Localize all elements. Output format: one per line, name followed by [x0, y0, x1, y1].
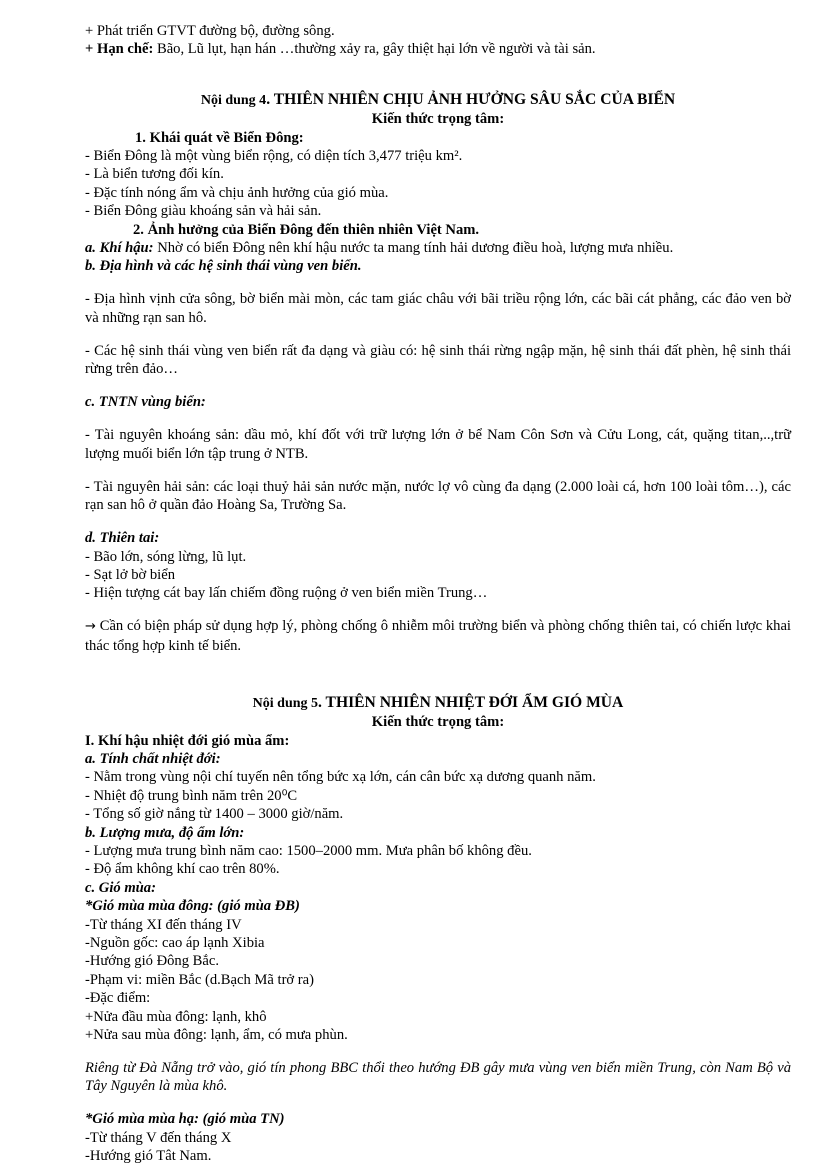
list-item: - Đặc tính nóng ẩm và chịu ảnh hưởng của gió mùa. [85, 184, 389, 201]
label-dia-hinh: b. Địa hình và các hệ sinh thái vùng ven biển. [85, 258, 362, 275]
list-item: +Nửa đầu mùa đông: lạnh, khô [85, 1008, 267, 1025]
section4-h1: 1. Khái quát về Biển Đông: [135, 129, 304, 146]
section5-subtitle: Kiến thức trọng tâm: [371, 714, 505, 731]
section4-prefix: Nội dung 4 [200, 92, 267, 108]
label-tinh-chat: a. Tính chất nhiệt đới: [85, 750, 221, 767]
label-gio-mua-ha: *Gió mùa mùa hạ: (gió mùa TN) [85, 1111, 285, 1128]
section5-h1: I. Khí hậu nhiệt đới gió mùa ẩm: [85, 732, 290, 749]
list-item: - Nằm trong vùng nội chí tuyến nên tổng bức xạ lớn, cán cân bức xạ dương quanh năm. [85, 769, 596, 786]
paragraph: - Các hệ sinh thái vùng ven biển rất đa dạng và giàu có: hệ sinh thái rừng ngập mặn, hệ sinh thái đất phèn, hệ sinh thái rừng trên đảo… [85, 342, 791, 378]
list-item: - Sạt lở bờ biển [85, 566, 176, 583]
document-page [85, 22, 791, 1166]
list-item: -Phạm vi: miền Bắc (d.Bạch Mã trở ra) [85, 971, 314, 988]
list-item: -Hướng gió Tât Nam. [85, 1148, 212, 1165]
label-han-che: + Hạn chế: [85, 41, 154, 58]
winter-note: Riêng từ Đà Nẵng trở vào, gió tín phong BBC thổi theo hướng ĐB gây mưa vùng ven biển miền Trung, còn Nam Bộ và Tây Nguyên là mùa khô. [85, 1060, 791, 1095]
list-item: +Nửa sau mùa đông: lạnh, ẩm, có mưa phùn. [85, 1027, 348, 1044]
list-item: - Biển Đông giàu khoáng sản và hải sản. [85, 203, 322, 220]
conclusion-text: Cần có biện pháp sử dụng hợp lý, phòng chống ô nhiễm môi trường biển và phòng chống thiên tai, có chiến lược khai thác tổng hợp kinh tế biển. [85, 618, 791, 654]
label-thien-tai: d. Thiên tai: [85, 530, 160, 547]
conclusion [85, 617, 791, 655]
paragraph: - Địa hình vịnh cửa sông, bờ biển mài mòn, các tam giác châu với bãi triều rộng lớn, các bãi cát phẳng, các đảo ven bờ và những rạn san hô. [85, 291, 791, 326]
list-item: -Đặc điểm: [85, 990, 151, 1007]
list-item: - Lượng mưa trung bình năm cao: 1500–2000 mm. Mưa phân bố không đều. [85, 842, 532, 859]
section4-title: . THIÊN NHIÊN CHỊU ẢNH HƯỞNG SÂU SẮC CỦA BIỂN [266, 90, 676, 108]
text-line [85, 40, 791, 58]
paragraph: - Tài nguyên hải sản: các loại thuỷ hải sản nước mặn, nước lợ vô cùng đa dạng (2.000 loài cá, hơn 100 loài tôm…), các rạn san hô ở quần đảo Hoàng Sa, Trường Sa. [85, 478, 791, 514]
list-item: -Từ tháng XI đến tháng IV [85, 916, 242, 933]
list-item: - Hiện tượng cát bay lấn chiếm đồng ruộng ở ven biển miền Trung… [85, 585, 488, 602]
label-khi-hau: a. Khí hậu: [85, 240, 154, 257]
text-line [85, 239, 791, 257]
arrow-right-icon: → [85, 619, 96, 635]
list-item: - Bão lớn, sóng lừng, lũ lụt. [85, 548, 247, 565]
han-che-text: Bão, Lũ lụt, hạn hán …thường xảy ra, gây thiệt hại lớn về người và tài sản. [153, 41, 596, 58]
list-item: - Tổng số giờ nắng từ 1400 – 3000 giờ/năm. [85, 806, 344, 823]
section4-h2: 2. Ảnh hưởng của Biển Đông đến thiên nhiên Việt Nam. [133, 221, 480, 238]
list-item: -Hướng gió Đông Bắc. [85, 953, 219, 970]
text-line: + Phát triển GTVT đường bộ, đường sông. [85, 23, 335, 39]
khi-hau-text: Nhờ có biển Đông nên khí hậu nước ta mang tính hải dương điều hoà, lượng mưa nhiều. [153, 240, 674, 257]
section5-prefix: Nội dung 5 [252, 695, 319, 711]
list-item: -Từ tháng V đến tháng X [85, 1129, 232, 1146]
list-item: -Nguồn gốc: cao áp lạnh Xibia [85, 935, 265, 951]
label-gio-mua-dong: *Gió mùa mùa đông: (gió mùa ĐB) [85, 898, 300, 915]
label-gio-mua: c. Gió mùa: [85, 879, 156, 896]
list-item: - Độ ẩm không khí cao trên 80%. [85, 861, 280, 878]
label-tntn: c. TNTN vùng biển: [85, 394, 206, 411]
section5-title: . THIÊN NHIÊN NHIỆT ĐỚI ẨM GIÓ MÙA [318, 693, 624, 711]
list-item: - Biển Đông là một vùng biển rộng, có diện tích 3,477 triệu km². [85, 148, 463, 165]
label-luong-mua: b. Lượng mưa, độ ẩm lớn: [85, 824, 245, 841]
list-item: - Là biển tương đối kín. [85, 166, 224, 183]
list-item: - Nhiệt độ trung bình năm trên 20⁰C [85, 787, 298, 804]
section4-heading [85, 91, 791, 110]
paragraph: - Tài nguyên khoáng sản: dầu mỏ, khí đốt với trữ lượng lớn ở bể Nam Côn Sơn và Cửu Long, cát, quặng titan,..,trữ lượng muối biển lớn tập trung ở NTB. [85, 427, 791, 462]
section4-subtitle: Kiến thức trọng tâm: [371, 111, 505, 128]
section5-heading [85, 694, 791, 713]
